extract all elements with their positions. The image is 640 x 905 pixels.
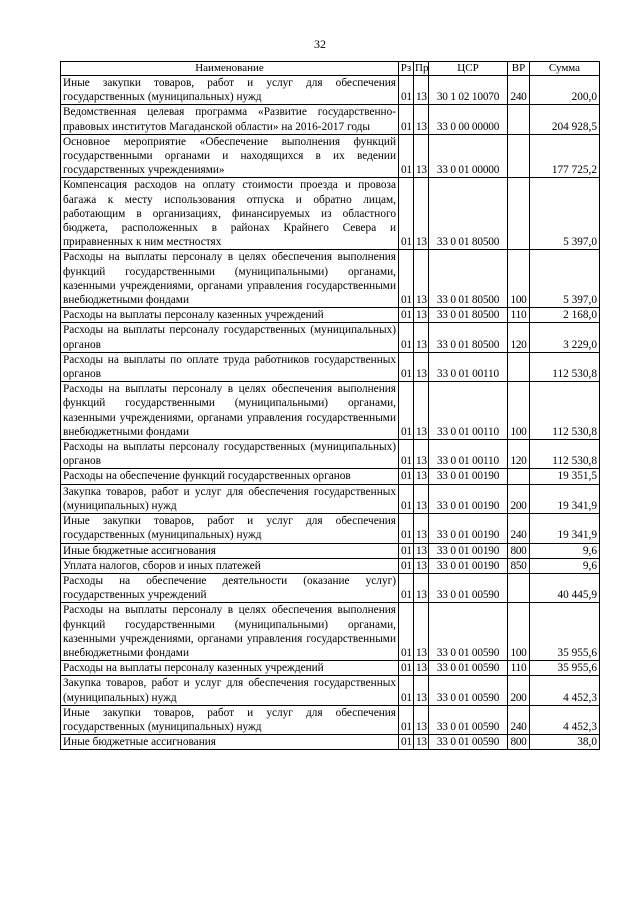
cell-pr: 13 bbox=[414, 603, 429, 661]
cell-sum: 19 341,9 bbox=[530, 514, 600, 543]
cell-rz: 01 bbox=[399, 440, 414, 469]
cell-pr: 13 bbox=[414, 105, 429, 134]
table-header-row bbox=[61, 62, 600, 76]
cell-name: Расходы на обеспечение деятельности (оказание услуг) государственных учреждений bbox=[61, 573, 399, 602]
cell-csr: 33 0 01 80500 bbox=[429, 308, 508, 323]
cell-rz: 01 bbox=[399, 661, 414, 676]
header-rz: Рз bbox=[399, 62, 414, 76]
header-sum: Сумма bbox=[530, 62, 600, 76]
cell-csr: 33 0 01 00590 bbox=[429, 705, 508, 734]
cell-sum: 3 229,0 bbox=[530, 323, 600, 352]
cell-name: Расходы на выплаты персоналу государственных (муниципальных) органов bbox=[61, 440, 399, 469]
cell-rz: 01 bbox=[399, 134, 414, 178]
cell-name: Ведомственная целевая программа «Развитие государственно-правовых институтов Магаданской области» на 2016-2017 годы bbox=[61, 105, 399, 134]
page-number: 32 bbox=[314, 37, 326, 51]
cell-pr: 13 bbox=[414, 323, 429, 352]
table-row bbox=[61, 484, 600, 513]
cell-pr: 13 bbox=[414, 735, 429, 750]
cell-name: Расходы на выплаты персоналу в целях обеспечения выполнения функций государственными (муниципальными) органами, казенными учреждениями, органами управления государственными внебюджетными фондами bbox=[61, 603, 399, 661]
header-pr: Пр bbox=[415, 62, 429, 74]
table-row bbox=[61, 705, 600, 734]
cell-sum: 204 928,5 bbox=[530, 105, 600, 134]
cell-name: Уплата налогов, сборов и иных платежей bbox=[61, 558, 399, 573]
cell-vr: 800 bbox=[508, 735, 530, 750]
cell-csr: 33 0 01 00000 bbox=[429, 134, 508, 178]
cell-csr: 33 0 01 00190 bbox=[429, 514, 508, 543]
cell-vr: 200 bbox=[508, 484, 530, 513]
table-row bbox=[61, 603, 600, 661]
cell-csr: 33 0 00 00000 bbox=[429, 105, 508, 134]
cell-csr: 33 0 01 80500 bbox=[429, 250, 508, 308]
cell-pr: 13 bbox=[414, 308, 429, 323]
budget-table bbox=[60, 61, 600, 750]
cell-csr: 33 0 01 80500 bbox=[429, 178, 508, 250]
cell-name: Иные закупки товаров, работ и услуг для обеспечения государственных (муниципальных) нужд bbox=[61, 705, 399, 734]
cell-pr: 13 bbox=[414, 543, 429, 558]
cell-vr: 120 bbox=[508, 440, 530, 469]
cell-name: Расходы на выплаты персоналу в целях обеспечения выполнения функций государственными (муниципальными) органами, казенными учреждениями, органами управления государственными внебюджетными фондами bbox=[61, 250, 399, 308]
cell-name: Иные закупки товаров, работ и услуг для обеспечения государственных (муниципальных) нужд bbox=[61, 76, 399, 105]
cell-name: Расходы на выплаты персоналу казенных учреждений bbox=[61, 308, 399, 323]
header-name: Наименование bbox=[61, 62, 399, 76]
cell-rz: 01 bbox=[399, 676, 414, 705]
cell-pr: 13 bbox=[414, 676, 429, 705]
cell-rz: 01 bbox=[399, 382, 414, 440]
cell-rz: 01 bbox=[399, 558, 414, 573]
cell-rz: 01 bbox=[399, 105, 414, 134]
cell-vr: 100 bbox=[508, 603, 530, 661]
cell-sum: 112 530,8 bbox=[530, 382, 600, 440]
table-row bbox=[61, 558, 600, 573]
cell-pr: 13 bbox=[414, 558, 429, 573]
cell-rz: 01 bbox=[399, 469, 414, 484]
cell-sum: 9,6 bbox=[530, 558, 600, 573]
cell-vr bbox=[508, 178, 530, 250]
cell-sum: 4 452,3 bbox=[530, 705, 600, 734]
cell-vr bbox=[508, 134, 530, 178]
cell-csr: 33 0 01 80500 bbox=[429, 323, 508, 352]
cell-csr: 33 0 01 00190 bbox=[429, 558, 508, 573]
cell-pr: 13 bbox=[414, 382, 429, 440]
cell-rz: 01 bbox=[399, 603, 414, 661]
cell-csr: 33 0 01 00590 bbox=[429, 603, 508, 661]
cell-pr: 13 bbox=[414, 178, 429, 250]
cell-vr: 200 bbox=[508, 676, 530, 705]
cell-rz: 01 bbox=[399, 323, 414, 352]
cell-vr: 240 bbox=[508, 514, 530, 543]
table-row bbox=[61, 134, 600, 178]
table-row bbox=[61, 323, 600, 352]
cell-rz: 01 bbox=[399, 735, 414, 750]
cell-pr: 13 bbox=[414, 573, 429, 602]
cell-pr: 13 bbox=[414, 250, 429, 308]
cell-rz: 01 bbox=[399, 705, 414, 734]
cell-sum: 40 445,9 bbox=[530, 573, 600, 602]
cell-name: Расходы на выплаты персоналу казенных учреждений bbox=[61, 661, 399, 676]
cell-csr: 33 0 01 00110 bbox=[429, 352, 508, 381]
cell-rz: 01 bbox=[399, 352, 414, 381]
cell-sum: 19 341,9 bbox=[530, 484, 600, 513]
cell-csr: 33 0 01 00590 bbox=[429, 676, 508, 705]
cell-name: Основное мероприятие «Обеспечение выполнения функций государственными органами и находящихся в их ведении государственных учреждениями» bbox=[61, 134, 399, 178]
cell-pr: 13 bbox=[414, 705, 429, 734]
cell-pr: 13 bbox=[414, 352, 429, 381]
table-row bbox=[61, 352, 600, 381]
cell-csr: 33 0 01 00110 bbox=[429, 382, 508, 440]
cell-vr bbox=[508, 352, 530, 381]
cell-csr: 33 0 01 00190 bbox=[429, 484, 508, 513]
cell-rz: 01 bbox=[399, 76, 414, 105]
cell-name: Иные бюджетные ассигнования bbox=[61, 735, 399, 750]
cell-csr: 33 0 01 00590 bbox=[429, 573, 508, 602]
table-row bbox=[61, 469, 600, 484]
cell-sum: 177 725,2 bbox=[530, 134, 600, 178]
cell-sum: 5 397,0 bbox=[530, 178, 600, 250]
cell-rz: 01 bbox=[399, 250, 414, 308]
cell-pr: 13 bbox=[414, 484, 429, 513]
cell-sum: 19 351,5 bbox=[530, 469, 600, 484]
table-row bbox=[61, 76, 600, 105]
cell-csr: 33 0 01 00590 bbox=[429, 661, 508, 676]
cell-pr: 13 bbox=[414, 469, 429, 484]
table-row bbox=[61, 514, 600, 543]
table-row bbox=[61, 178, 600, 250]
cell-sum: 200,0 bbox=[530, 76, 600, 105]
cell-vr bbox=[508, 105, 530, 134]
cell-vr: 110 bbox=[508, 661, 530, 676]
cell-vr: 800 bbox=[508, 543, 530, 558]
cell-vr bbox=[508, 573, 530, 602]
cell-name: Закупка товаров, работ и услуг для обеспечения государственных (муниципальных) нужд bbox=[61, 484, 399, 513]
cell-name: Закупка товаров, работ и услуг для обеспечения государственных (муниципальных) нужд bbox=[61, 676, 399, 705]
cell-csr: 33 0 01 00190 bbox=[429, 469, 508, 484]
cell-sum: 112 530,8 bbox=[530, 352, 600, 381]
cell-vr: 240 bbox=[508, 76, 530, 105]
table-row bbox=[61, 440, 600, 469]
cell-name: Расходы на выплаты по оплате труда работников государственных органов bbox=[61, 352, 399, 381]
table-row bbox=[61, 382, 600, 440]
table-row bbox=[61, 250, 600, 308]
cell-csr: 33 0 01 00190 bbox=[429, 543, 508, 558]
table-row bbox=[61, 661, 600, 676]
cell-name: Расходы на выплаты персоналу государственных (муниципальных) органов bbox=[61, 323, 399, 352]
cell-rz: 01 bbox=[399, 178, 414, 250]
table-row bbox=[61, 573, 600, 602]
header-vr: ВР bbox=[508, 62, 530, 76]
cell-name: Иные закупки товаров, работ и услуг для обеспечения государственных (муниципальных) нужд bbox=[61, 514, 399, 543]
cell-vr: 110 bbox=[508, 308, 530, 323]
cell-sum: 35 955,6 bbox=[530, 603, 600, 661]
cell-name: Компенсация расходов на оплату стоимости проезда и провоза багажа к месту использования отпуска и обратно лицам, работающим в организациях, финансируемых из областного бюджета, расположенных в районах Крайнего Севера и приравненных к ним местностях bbox=[61, 178, 399, 250]
cell-rz: 01 bbox=[399, 308, 414, 323]
cell-sum: 112 530,8 bbox=[530, 440, 600, 469]
cell-pr: 13 bbox=[414, 76, 429, 105]
table-row bbox=[61, 105, 600, 134]
cell-rz: 01 bbox=[399, 573, 414, 602]
cell-rz: 01 bbox=[399, 484, 414, 513]
cell-sum: 35 955,6 bbox=[530, 661, 600, 676]
cell-pr: 13 bbox=[414, 514, 429, 543]
cell-csr: 33 0 01 00590 bbox=[429, 735, 508, 750]
cell-csr: 30 1 02 10070 bbox=[429, 76, 508, 105]
table-row bbox=[61, 735, 600, 750]
cell-pr: 13 bbox=[414, 440, 429, 469]
cell-sum: 5 397,0 bbox=[530, 250, 600, 308]
table-row bbox=[61, 676, 600, 705]
cell-vr: 100 bbox=[508, 382, 530, 440]
cell-vr bbox=[508, 469, 530, 484]
cell-name: Расходы на обеспечение функций государственных органов bbox=[61, 469, 399, 484]
cell-pr: 13 bbox=[414, 134, 429, 178]
header-csr: ЦСР bbox=[429, 62, 508, 76]
table-row bbox=[61, 543, 600, 558]
cell-name: Иные бюджетные ассигнования bbox=[61, 543, 399, 558]
cell-pr: 13 bbox=[414, 661, 429, 676]
cell-sum: 2 168,0 bbox=[530, 308, 600, 323]
cell-vr: 240 bbox=[508, 705, 530, 734]
cell-sum: 4 452,3 bbox=[530, 676, 600, 705]
cell-rz: 01 bbox=[399, 514, 414, 543]
cell-sum: 38,0 bbox=[530, 735, 600, 750]
cell-csr: 33 0 01 00110 bbox=[429, 440, 508, 469]
cell-rz: 01 bbox=[399, 543, 414, 558]
cell-vr: 850 bbox=[508, 558, 530, 573]
cell-name: Расходы на выплаты персоналу в целях обеспечения выполнения функций государственными (муниципальными) органами, казенными учреждениями, органами управления государственными внебюджетными фондами bbox=[61, 382, 399, 440]
table-row bbox=[61, 308, 600, 323]
cell-sum: 9,6 bbox=[530, 543, 600, 558]
cell-vr: 120 bbox=[508, 323, 530, 352]
cell-vr: 100 bbox=[508, 250, 530, 308]
